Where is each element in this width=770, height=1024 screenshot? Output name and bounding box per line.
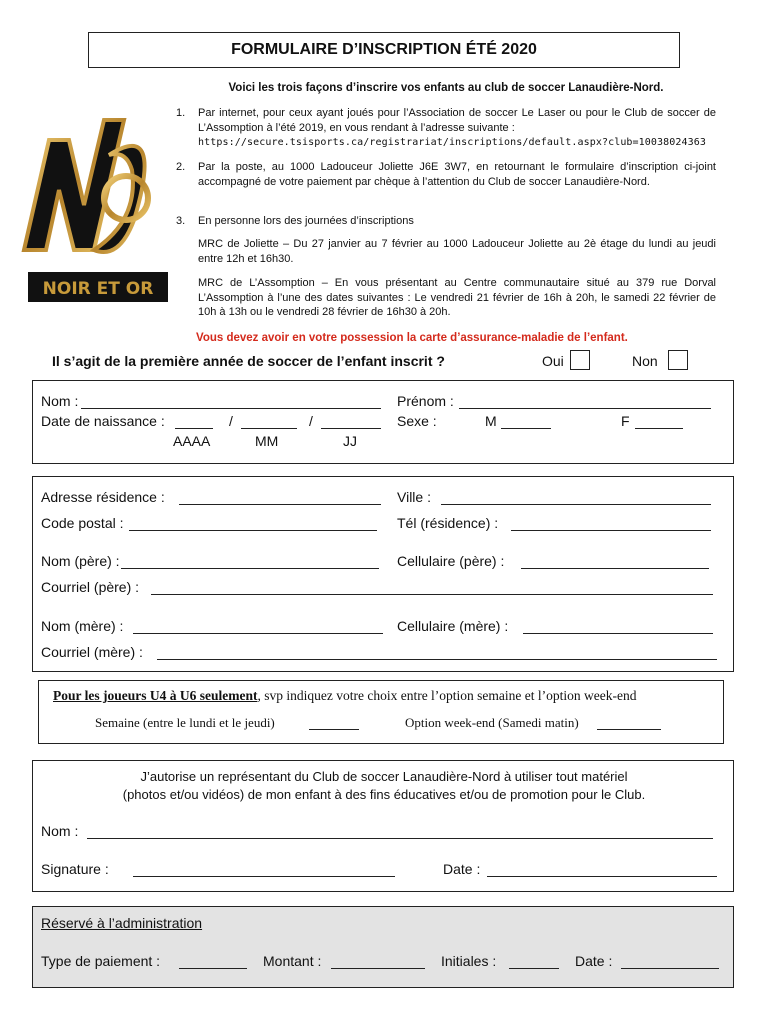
mother-email-field[interactable] bbox=[157, 659, 717, 660]
authorization-date-label: Date : bbox=[443, 861, 481, 877]
yes-label: Oui bbox=[542, 353, 564, 369]
father-name-field[interactable] bbox=[121, 568, 379, 569]
method-text: Par la poste, au 1000 Ladouceur Joliette J6E 3W7, en retournant le formulaire d’inscription ci-joint accompagné de votre paiement par chèque à l’attention du Club de soccer Lanaudière-Nord. bbox=[198, 161, 716, 188]
amount-label: Montant : bbox=[263, 953, 322, 969]
noir-et-or-logo bbox=[14, 100, 174, 315]
authorization-section bbox=[32, 760, 734, 892]
signature-field[interactable] bbox=[133, 876, 395, 877]
child-firstname-field[interactable] bbox=[459, 408, 711, 409]
form-title: FORMULAIRE D’INSCRIPTION ÉTÉ 2020 bbox=[88, 32, 680, 68]
no-label: Non bbox=[632, 353, 658, 369]
health-card-warning: Vous devez avoir en votre possession la carte d’assurance-maladie de l’enfant. bbox=[196, 332, 628, 344]
admin-section bbox=[32, 906, 734, 988]
intro-text: Voici les trois façons d’inscrire vos enfants au club de soccer Lanaudière-Nord. bbox=[228, 82, 664, 94]
signature-label: Signature : bbox=[41, 861, 109, 877]
address-field[interactable] bbox=[179, 504, 381, 505]
admin-date-label: Date : bbox=[575, 953, 613, 969]
method-number: 3. bbox=[176, 215, 186, 227]
address-label: Adresse résidence : bbox=[41, 489, 165, 505]
father-email-field[interactable] bbox=[151, 594, 713, 595]
method-number: 2. bbox=[176, 161, 186, 173]
postal-code-label: Code postal : bbox=[41, 515, 124, 531]
u4-u6-bold: Pour les joueurs U4 à U6 seulement bbox=[53, 688, 258, 703]
sex-m-field[interactable] bbox=[501, 428, 551, 429]
authorization-name-field[interactable] bbox=[87, 838, 713, 839]
u4-u6-section bbox=[38, 680, 724, 744]
weekday-option-label: Semaine (entre le lundi et le jeudi) bbox=[95, 715, 275, 730]
payment-type-field[interactable] bbox=[179, 968, 247, 969]
home-phone-label: Tél (résidence) : bbox=[397, 515, 499, 531]
weekend-option-label: Option week-end (Samedi matin) bbox=[405, 715, 579, 730]
authorization-date-field[interactable] bbox=[487, 876, 717, 877]
logo-text: NOIR ET OR bbox=[42, 279, 154, 299]
authorization-line-1: J’autorise un représentant du Club de soccer Lanaudière-Nord à utiliser tout matériel bbox=[140, 769, 628, 784]
mother-name-label: Nom (mère) : bbox=[41, 618, 124, 634]
weekend-option-field[interactable] bbox=[597, 729, 661, 730]
mother-cell-label: Cellulaire (mère) : bbox=[397, 618, 509, 634]
dob-year-field[interactable] bbox=[175, 428, 213, 429]
initials-field[interactable] bbox=[509, 968, 559, 969]
weekday-option-field[interactable] bbox=[309, 729, 359, 730]
initials-label: Initiales : bbox=[441, 953, 497, 969]
mother-name-field[interactable] bbox=[133, 633, 383, 634]
authorization-name-label: Nom : bbox=[41, 823, 79, 839]
child-name-field[interactable] bbox=[81, 408, 381, 409]
father-name-label: Nom (père) : bbox=[41, 553, 120, 569]
dob-month-hint: MM bbox=[255, 433, 279, 449]
child-name-label: Nom : bbox=[41, 393, 79, 409]
contact-section bbox=[32, 476, 734, 672]
authorization-line-2: (photos et/ou vidéos) de mon enfant à des fins éducatives et/ou de promotion pour le Club. bbox=[122, 787, 646, 802]
method-text: Par internet, pour ceux ayant joués pour l’Association de soccer Le Laser ou pour le Club de soccer de L’Assomption à l’été 2019, en vous rendant à l’adresse suivante : bbox=[198, 107, 716, 134]
method-text: En personne lors des journées d’inscriptions bbox=[198, 215, 414, 227]
dob-day-hint: JJ bbox=[343, 433, 357, 449]
sex-f-label: F bbox=[621, 413, 630, 429]
sex-m-label: M bbox=[485, 413, 497, 429]
postal-code-field[interactable] bbox=[129, 530, 377, 531]
city-label: Ville : bbox=[397, 489, 431, 505]
sex-label: Sexe : bbox=[397, 413, 437, 429]
dob-label: Date de naissance : bbox=[41, 413, 165, 429]
method-number: 1. bbox=[176, 107, 186, 119]
home-phone-field[interactable] bbox=[511, 530, 711, 531]
u4-u6-instruction: Pour les joueurs U4 à U6 seulement, svp indiquez votre choix entre l’option semaine et l’option week-end bbox=[53, 688, 637, 703]
dob-month-field[interactable] bbox=[241, 428, 297, 429]
father-email-label: Courriel (père) : bbox=[41, 579, 140, 595]
yes-checkbox[interactable] bbox=[570, 350, 590, 370]
mother-cell-field[interactable] bbox=[523, 633, 713, 634]
logo-emblem bbox=[14, 100, 174, 310]
sex-f-field[interactable] bbox=[635, 428, 683, 429]
registration-url[interactable]: https://secure.tsisports.ca/registrariat/inscriptions/default.aspx?club=10038024363 bbox=[198, 137, 707, 148]
amount-field[interactable] bbox=[331, 968, 425, 969]
dob-year-hint: AAAA bbox=[173, 433, 211, 449]
payment-type-label: Type de paiement : bbox=[41, 953, 161, 969]
father-cell-field[interactable] bbox=[521, 568, 709, 569]
father-cell-label: Cellulaire (père) : bbox=[397, 553, 505, 569]
child-info-section: Nom : Prénom : Date de naissance : / / Sexe : M F AAAA MM JJ bbox=[32, 380, 734, 464]
first-year-question: Il s’agit de la première année de soccer de l’enfant inscrit ? bbox=[52, 353, 445, 369]
child-firstname-label: Prénom : bbox=[397, 393, 454, 409]
admin-date-field[interactable] bbox=[621, 968, 719, 969]
dob-day-field[interactable] bbox=[321, 428, 381, 429]
city-field[interactable] bbox=[441, 504, 711, 505]
mother-email-label: Courriel (mère) : bbox=[41, 644, 143, 660]
admin-title: Réservé à l’administration bbox=[41, 915, 203, 931]
no-checkbox[interactable] bbox=[668, 350, 688, 370]
